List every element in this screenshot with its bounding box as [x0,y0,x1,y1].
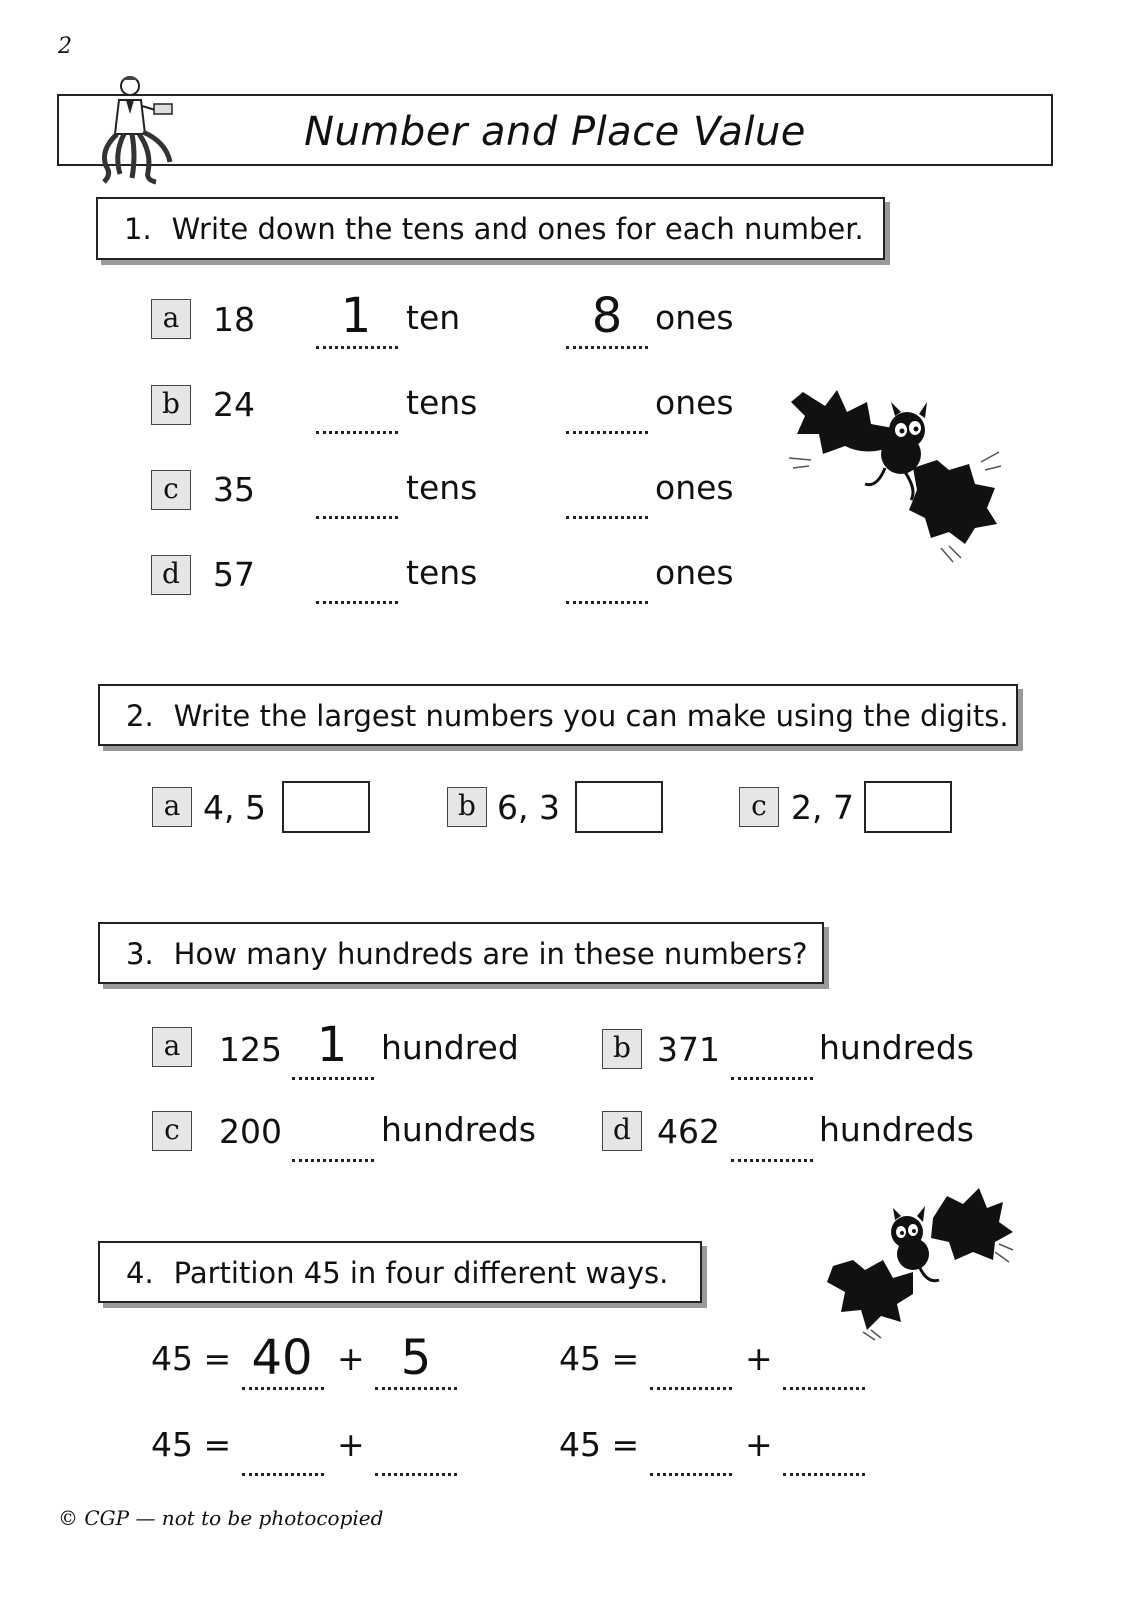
plus-sign: + [337,1425,365,1464]
plus-sign: + [745,1425,773,1464]
plus-sign: + [337,1339,365,1378]
second-part-line[interactable] [783,1472,865,1476]
ones-answer-line[interactable] [566,430,648,434]
number-value: 35 [213,470,255,509]
digits: 4, 5 [203,788,266,827]
page-number: 2 [58,34,72,59]
bat-icon [785,372,1010,567]
question-number: 3. [126,937,154,971]
copyright-footer: © CGP — not to be photocopied [58,1506,384,1530]
tens-answer-line[interactable] [316,600,398,604]
ones-unit: ones [655,468,734,507]
number-value: 24 [213,385,255,424]
hundreds-answer-line[interactable] [292,1076,374,1080]
ones-answer-line[interactable] [566,600,648,604]
item-letter: a [152,1027,192,1067]
hundreds-answer-line[interactable] [731,1076,813,1080]
item-letter: d [151,555,191,595]
ones-unit: ones [655,383,734,422]
waiter-octopus-icon [92,70,182,188]
item-letter: a [152,787,192,827]
number-value: 57 [213,555,255,594]
question-text: Partition 45 in four different ways. [173,1256,669,1290]
equation-lhs: 45 = [559,1339,640,1378]
bat-icon [823,1182,1018,1342]
second-part-line[interactable] [375,1386,457,1390]
question-text: Write the largest numbers you can make using the digits. [173,699,1009,733]
digits: 6, 3 [497,788,560,827]
equation-lhs: 45 = [151,1425,232,1464]
tens-unit: tens [406,383,478,422]
answer-box[interactable] [282,781,370,833]
first-part-line[interactable] [650,1386,732,1390]
first-part-line[interactable] [242,1472,324,1476]
first-part-line[interactable] [650,1472,732,1476]
second-part-answer: 5 [400,1330,432,1386]
hundreds-unit: hundred [381,1028,519,1067]
first-part-line[interactable] [242,1386,324,1390]
number-value: 18 [213,300,255,339]
plus-sign: + [745,1339,773,1378]
ones-answer-line[interactable] [566,515,648,519]
tens-unit: tens [406,468,478,507]
number-value: 371 [657,1030,720,1069]
equation-lhs: 45 = [151,1339,232,1378]
item-letter: b [602,1029,642,1069]
question-number: 4. [126,1256,154,1290]
second-part-line[interactable] [783,1386,865,1390]
tens-unit: ten [406,298,461,337]
digits: 2, 7 [791,788,854,827]
item-letter: c [152,1111,192,1151]
ones-unit: ones [655,553,734,592]
question-1-header [96,197,885,260]
tens-answer-line[interactable] [316,515,398,519]
hundreds-answer: 1 [316,1017,348,1073]
second-part-line[interactable] [375,1472,457,1476]
tens-answer-line[interactable] [316,345,398,349]
ones-answer: 8 [591,288,623,344]
tens-answer: 1 [340,288,372,344]
hundreds-unit: hundreds [381,1110,536,1149]
hundreds-answer-line[interactable] [292,1158,374,1162]
answer-box[interactable] [575,781,663,833]
item-letter: b [447,787,487,827]
question-3-header [98,922,824,984]
first-part-answer: 40 [251,1330,313,1386]
tens-unit: tens [406,553,478,592]
item-letter: c [739,787,779,827]
ones-answer-line[interactable] [566,345,648,349]
question-number: 1. [124,212,152,246]
question-4-header [98,1241,702,1303]
question-text: Write down the tens and ones for each number. [171,212,864,246]
page-title: Number and Place Value [304,109,806,155]
item-letter: a [151,299,191,339]
hundreds-answer-line[interactable] [731,1158,813,1162]
answer-box[interactable] [864,781,952,833]
number-value: 200 [219,1112,282,1151]
item-letter: d [602,1111,642,1151]
equation-lhs: 45 = [559,1425,640,1464]
number-value: 125 [219,1030,282,1069]
ones-unit: ones [655,298,734,337]
hundreds-unit: hundreds [819,1110,974,1149]
question-2-header [98,684,1018,746]
hundreds-unit: hundreds [819,1028,974,1067]
number-value: 462 [657,1112,720,1151]
question-number: 2. [126,699,154,733]
item-letter: c [151,470,191,510]
tens-answer-line[interactable] [316,430,398,434]
item-letter: b [151,385,191,425]
question-text: How many hundreds are in these numbers? [173,937,808,971]
